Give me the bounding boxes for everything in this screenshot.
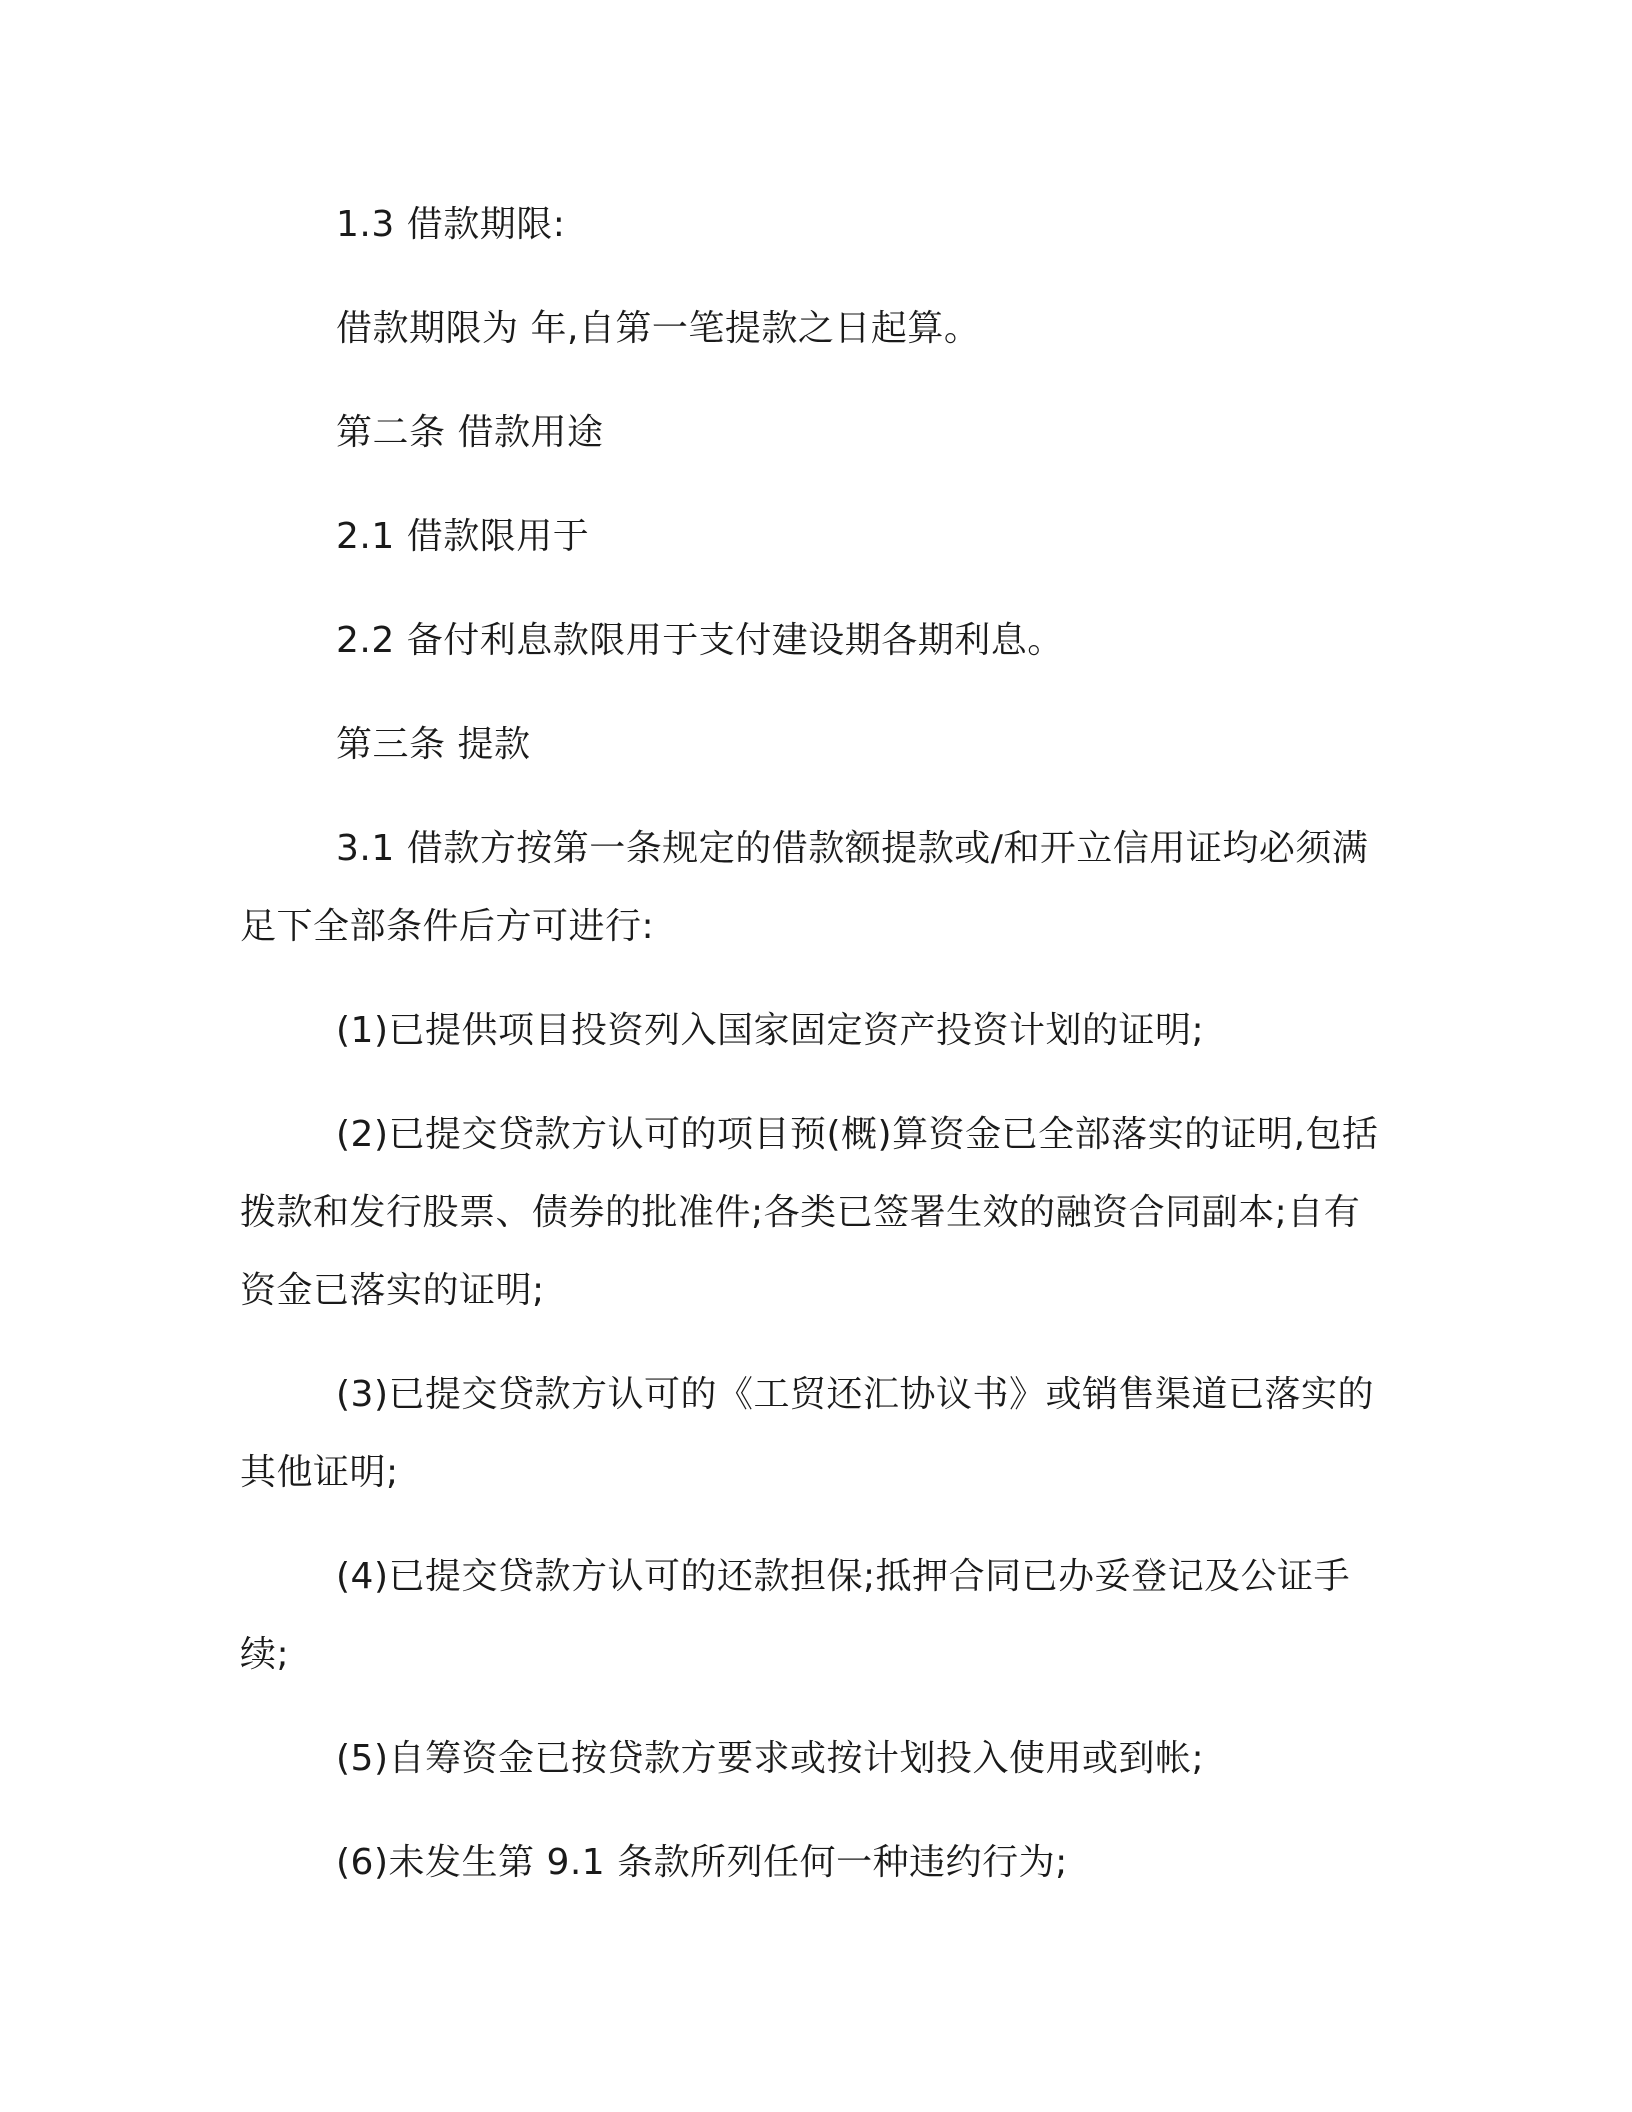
paragraph-3-1: 3.1 借款方按第一条规定的借款额提款或/和开立信用证均必须满足下全部条件后方可进行:: [240, 828, 1369, 947]
condition-5: (5)自筹资金已按贷款方要求或按计划投入使用或到帐;: [336, 1738, 1205, 1779]
paragraph-2-2: 2.2 备付利息款限用于支付建设期各期利息。: [336, 620, 1064, 661]
article-3-heading: 第三条 提款: [336, 724, 531, 765]
condition-2: (2)已提交贷款方认可的项目预(概)算资金已全部落实的证明,包括拨款和发行股票、债券的批准件;各类已签署生效的融资合同副本;自有资金已落实的证明;: [240, 1114, 1379, 1311]
condition-4: (4)已提交贷款方认可的还款担保;抵押合同已办妥登记及公证手续;: [240, 1556, 1351, 1675]
paragraph-loan-term-heading: 1.3 借款期限:: [336, 204, 566, 245]
condition-3: (3)已提交贷款方认可的《工贸还汇协议书》或销售渠道已落实的其他证明;: [240, 1374, 1374, 1493]
paragraph-loan-term: 借款期限为 年,自第一笔提款之日起算。: [336, 308, 981, 349]
condition-1: (1)已提供项目投资列入国家固定资产投资计划的证明;: [336, 1010, 1205, 1051]
condition-6: (6)未发生第 9.1 条款所列任何一种违约行为;: [336, 1842, 1068, 1883]
document-body: [240, 186, 1390, 1928]
paragraph-2-1: 2.1 借款限用于: [336, 516, 590, 557]
article-2-heading: 第二条 借款用途: [336, 412, 604, 453]
